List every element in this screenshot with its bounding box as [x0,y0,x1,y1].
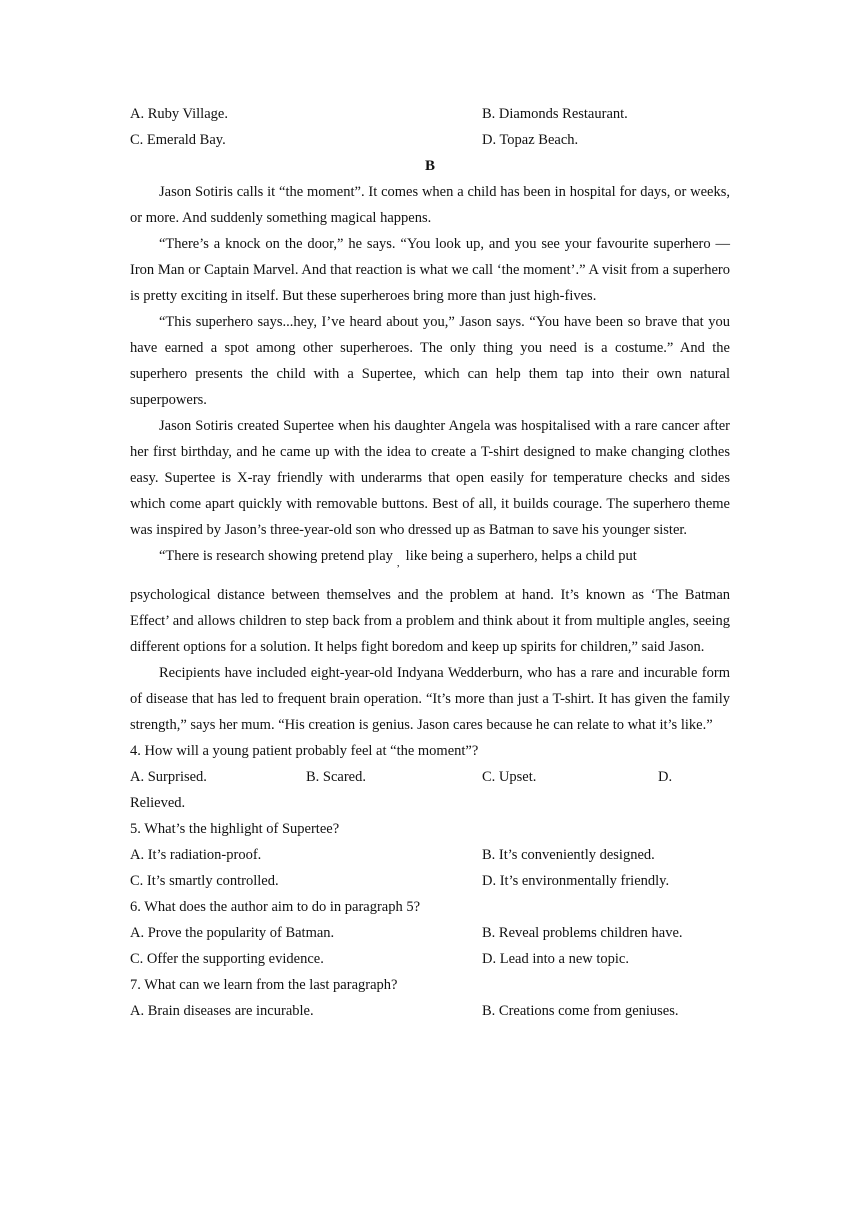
paragraph-5-tail: psychological distance between themselves and the problem at hand. It’s known as ‘The Batman Effect’ and allows children to step back from a problem and think about it from multiple angles, seeing different options for a solution. It helps fight boredom and keep up spirits for children,” said Jason. [130,587,730,655]
stray-comma: , [396,557,400,569]
q4-option-a: A. Surprised. [130,769,207,785]
question-5-options-row-1 [130,842,730,868]
paragraph-5-first-line [130,543,730,570]
question-4-stem: 4. How will a young patient probably feel at “the moment”? [130,743,479,759]
q4-option-d-letter: D. [658,769,673,785]
option-a: A. Ruby Village. [130,106,228,122]
q7-option-b: B. Creations come from geniuses. [482,1003,679,1019]
paragraph-5-head: “There is research showing pretend play [159,548,393,564]
option-b: B. Diamonds Restaurant. [482,106,628,122]
exam-page [130,101,730,1024]
question-6-stem: 6. What does the author aim to do in paragraph 5? [130,899,421,915]
question-6-options-row-2 [130,946,730,972]
q6-option-a: A. Prove the popularity of Batman. [130,925,335,941]
question-7-options-row-1 [130,998,730,1024]
passage-continued [130,582,730,738]
paragraph-4: Jason Sotiris created Supertee when his daughter Angela was hospitalised with a rare cancer after her first birthday, and he came up with the idea to create a T-shirt designed to make changing clothes easy. Supertee is X-ray friendly with underarms that open easily for temperature checks and sides which come apart quickly with removable buttons. Best of all, it builds courage. The superhero theme was inspired by Jason’s three-year-old son who dressed up as Batman to save his younger sister. [130,418,730,538]
prev-options-row-2 [130,127,730,153]
q5-option-d: D. It’s environmentally friendly. [482,873,670,889]
q4-option-b: B. Scared. [306,769,366,785]
q7-option-a: A. Brain diseases are incurable. [130,1003,314,1019]
q6-option-c: C. Offer the supporting evidence. [130,951,324,967]
q6-option-d: D. Lead into a new topic. [482,951,629,967]
paragraph-2: “There’s a knock on the door,” he says. “You look up, and you see your favourite superhero — Iron Man or Captain Marvel. And that reaction is what we call ‘the moment’.” A visit from a superhero is pretty exciting in itself. But these superheroes bring more than just high-fives. [130,236,730,304]
paragraph-6: Recipients have included eight-year-old Indyana Wedderburn, who has a rare and incurable form of disease that has led to frequent brain operation. “It’s more than just a T-shirt. It has given the family strength,” says her mum. “His creation is genius. Jason cares because he can relate to what it’s like.” [130,665,730,733]
paragraph-3: “This superhero says...hey, I’ve heard about you,” Jason says. “You have been so brave that you have earned a spot among other superheroes. The only thing you need is a costume.” And the superhero presents the child with a Supertee, which can help them tap into their own natural superpowers. [130,314,730,408]
q5-option-c: C. It’s smartly controlled. [130,873,279,889]
prev-options-row-1 [130,101,730,127]
question-5-options-row-2 [130,868,730,894]
section-heading: B [424,158,435,174]
paragraph-5-rest: like being a superhero, helps a child put [405,548,637,564]
question-6-options-row-1 [130,920,730,946]
question-4-options [130,764,730,790]
q5-option-b: B. It’s conveniently designed. [482,847,655,863]
question-5-stem: 5. What’s the highlight of Supertee? [130,821,340,837]
passage [130,179,730,570]
question-7-stem: 7. What can we learn from the last paragraph? [130,977,398,993]
q4-option-d-text: Relieved. [130,795,186,811]
q4-option-c: C. Upset. [482,769,537,785]
paragraph-1: Jason Sotiris calls it “the moment”. It comes when a child has been in hospital for days, or weeks, or more. And suddenly something magical happens. [130,184,730,226]
q6-option-b: B. Reveal problems children have. [482,925,683,941]
option-c: C. Emerald Bay. [130,132,226,148]
q5-option-a: A. It’s radiation-proof. [130,847,262,863]
option-d: D. Topaz Beach. [482,132,579,148]
